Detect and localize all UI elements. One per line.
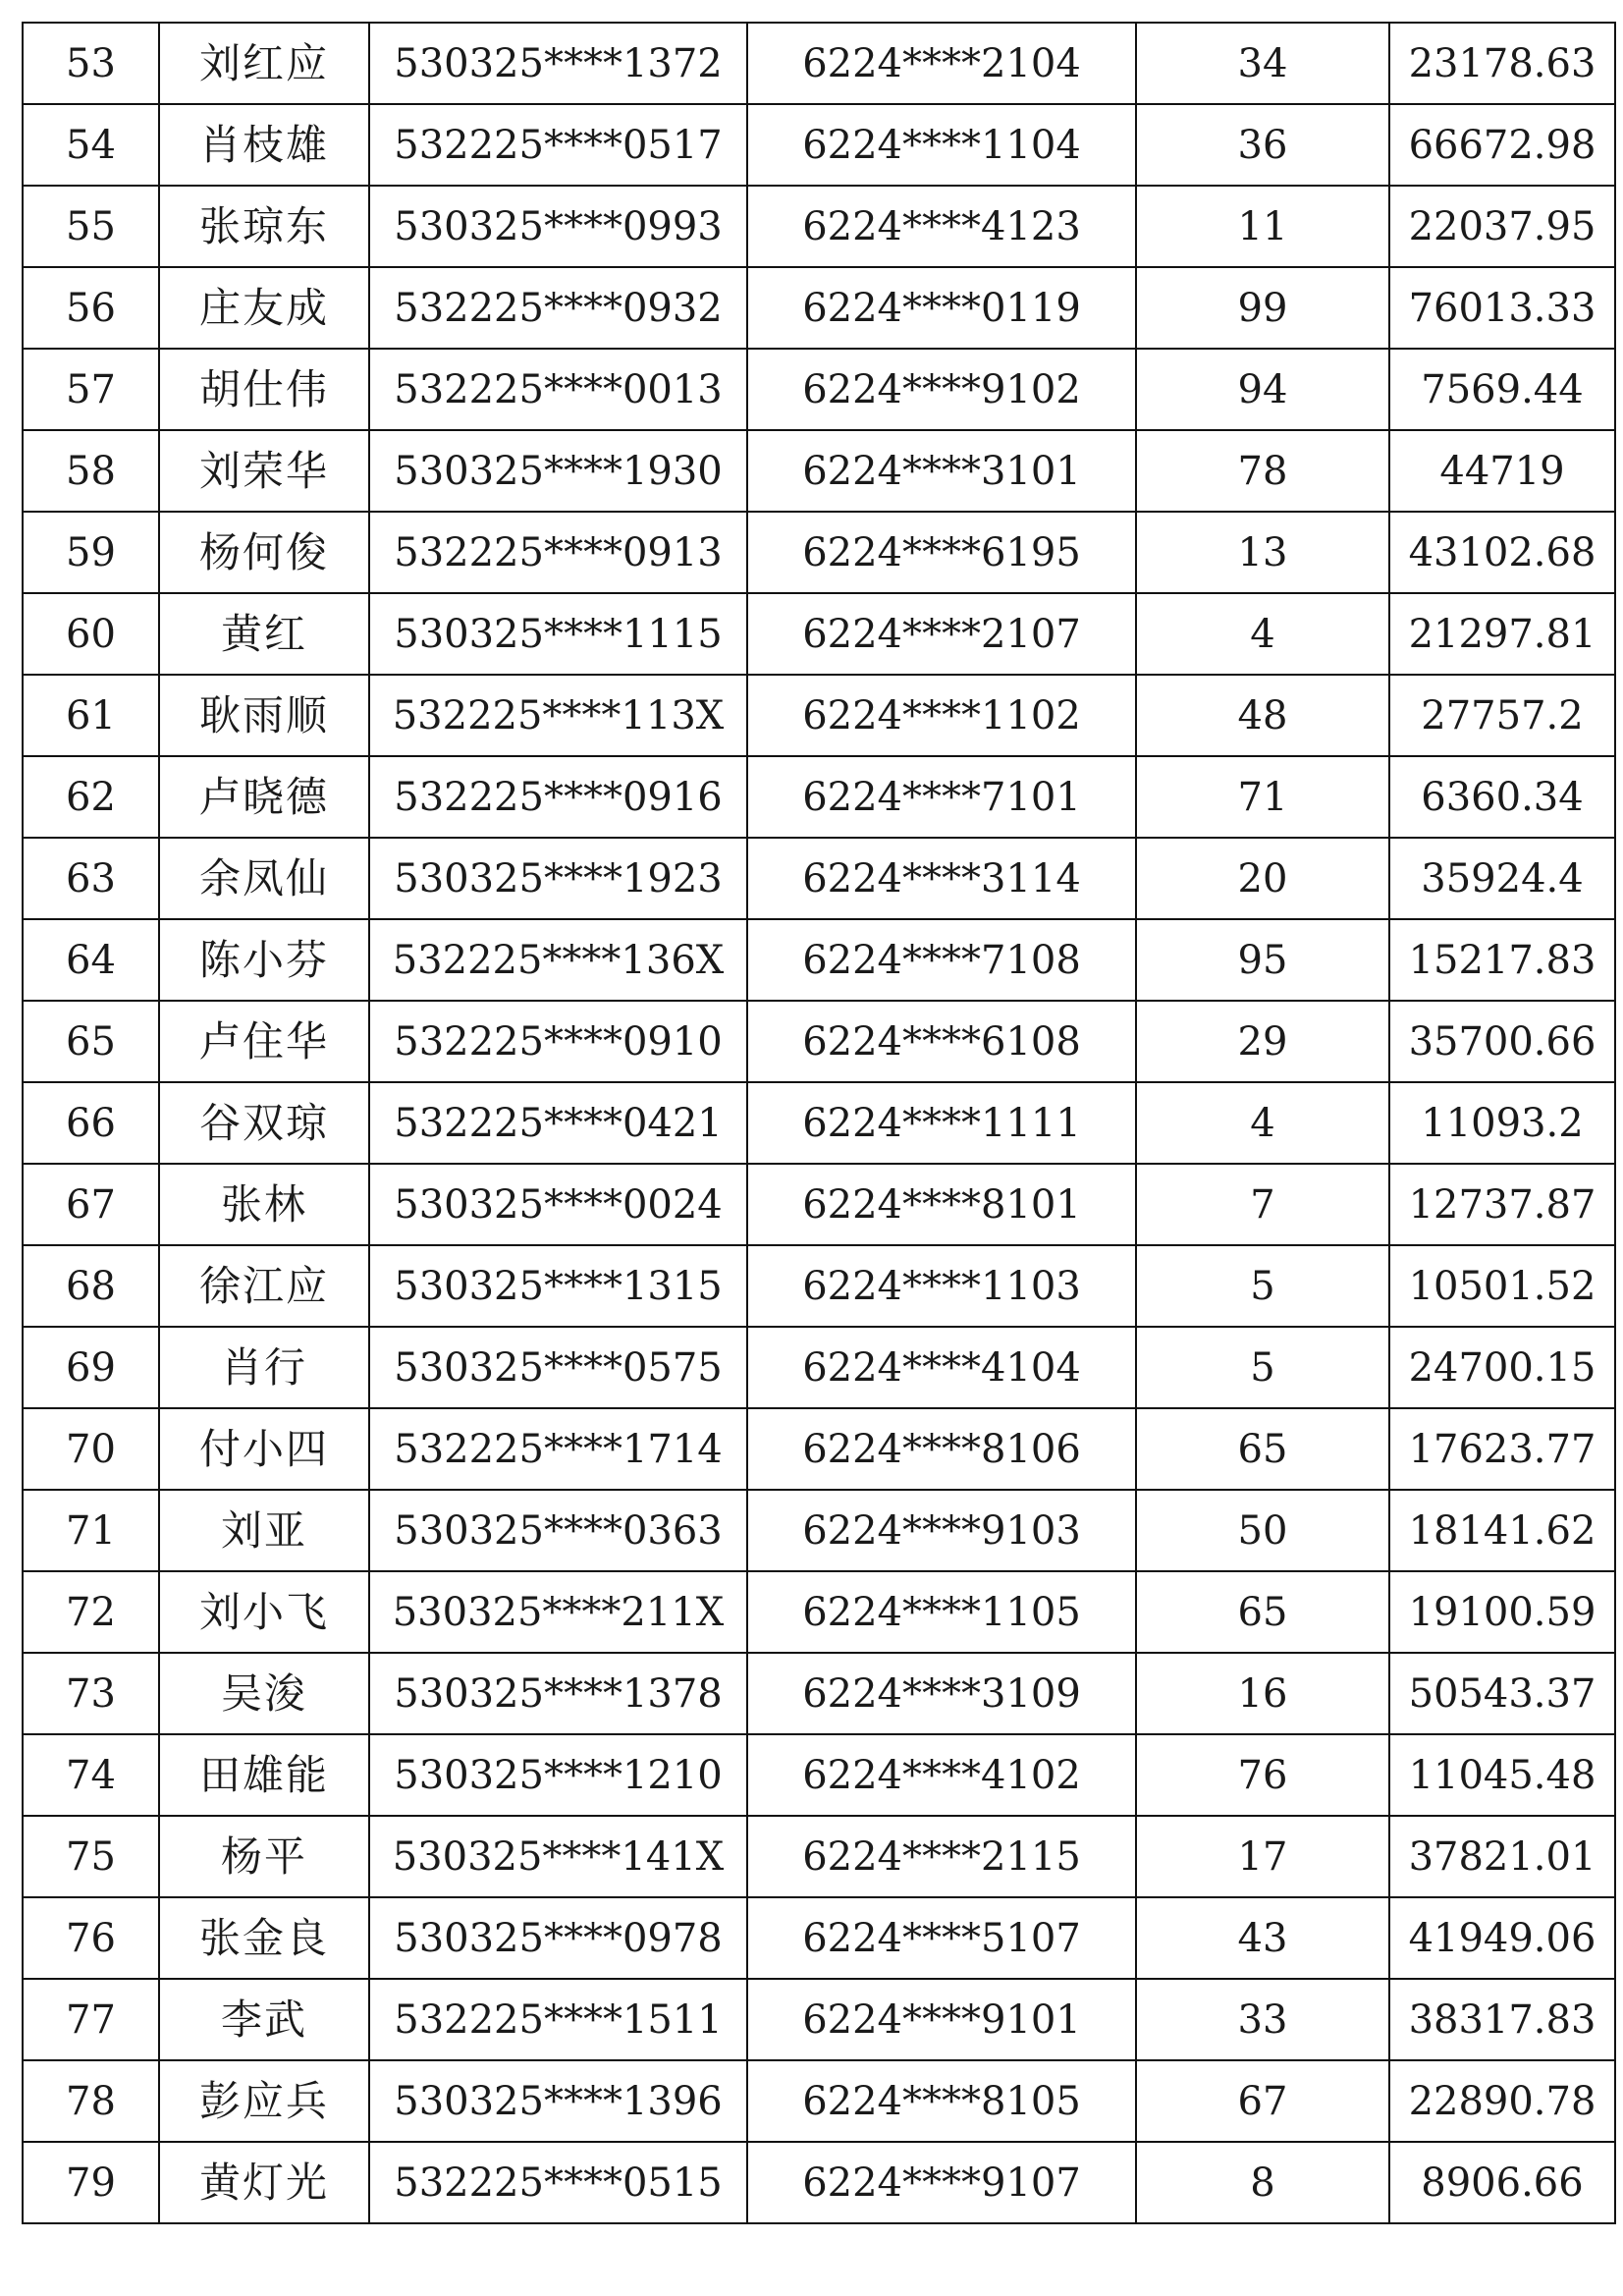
name-cell: 陈小芬: [159, 919, 369, 1001]
row-index-cell: 67: [23, 1164, 159, 1245]
name-cell: 卢住华: [159, 1001, 369, 1082]
count-cell: 16: [1136, 1653, 1389, 1734]
table-row: [23, 838, 1615, 919]
table-row: [23, 2142, 1615, 2223]
amount-cell: 44719: [1389, 430, 1615, 512]
amount-cell: 8906.66: [1389, 2142, 1615, 2223]
table-row: [23, 1816, 1615, 1897]
count-cell: 33: [1136, 1979, 1389, 2060]
row-index-cell: 71: [23, 1490, 159, 1571]
name-cell: 张林: [159, 1164, 369, 1245]
count-cell: 11: [1136, 186, 1389, 267]
amount-cell: 7569.44: [1389, 349, 1615, 430]
name-cell: 刘小飞: [159, 1571, 369, 1653]
amount-cell: 12737.87: [1389, 1164, 1615, 1245]
row-index-cell: 65: [23, 1001, 159, 1082]
amount-cell: 22037.95: [1389, 186, 1615, 267]
amount-cell: 37821.01: [1389, 1816, 1615, 1897]
table-row: [23, 349, 1615, 430]
count-cell: 4: [1136, 1082, 1389, 1164]
name-cell: 肖行: [159, 1327, 369, 1408]
table-row: [23, 919, 1615, 1001]
bank-account-cell: 6224****1111: [747, 1082, 1136, 1164]
count-cell: 50: [1136, 1490, 1389, 1571]
name-cell: 刘红应: [159, 23, 369, 104]
count-cell: 65: [1136, 1408, 1389, 1490]
row-index-cell: 68: [23, 1245, 159, 1327]
id-number-cell: 530325****0024: [369, 1164, 747, 1245]
bank-account-cell: 6224****3109: [747, 1653, 1136, 1734]
name-cell: 卢晓德: [159, 756, 369, 838]
table-row: [23, 675, 1615, 756]
amount-cell: 76013.33: [1389, 267, 1615, 349]
name-cell: 谷双琼: [159, 1082, 369, 1164]
count-cell: 4: [1136, 593, 1389, 675]
count-cell: 36: [1136, 104, 1389, 186]
row-index-cell: 61: [23, 675, 159, 756]
id-number-cell: 532225****1511: [369, 1979, 747, 2060]
name-cell: 张琼东: [159, 186, 369, 267]
bank-account-cell: 6224****8105: [747, 2060, 1136, 2142]
id-number-cell: 530325****1396: [369, 2060, 747, 2142]
id-number-cell: 530325****0978: [369, 1897, 747, 1979]
bank-account-cell: 6224****6195: [747, 512, 1136, 593]
count-cell: 29: [1136, 1001, 1389, 1082]
name-cell: 彭应兵: [159, 2060, 369, 2142]
name-cell: 刘荣华: [159, 430, 369, 512]
row-index-cell: 70: [23, 1408, 159, 1490]
id-number-cell: 530325****141X: [369, 1816, 747, 1897]
row-index-cell: 69: [23, 1327, 159, 1408]
row-index-cell: 60: [23, 593, 159, 675]
table-row: [23, 1653, 1615, 1734]
row-index-cell: 77: [23, 1979, 159, 2060]
table-row: [23, 1897, 1615, 1979]
name-cell: 徐江应: [159, 1245, 369, 1327]
table-row: [23, 1408, 1615, 1490]
bank-account-cell: 6224****1102: [747, 675, 1136, 756]
bank-account-cell: 6224****1104: [747, 104, 1136, 186]
roster-table-body: [23, 23, 1615, 2223]
table-row: [23, 267, 1615, 349]
table-row: [23, 1245, 1615, 1327]
amount-cell: 11093.2: [1389, 1082, 1615, 1164]
amount-cell: 41949.06: [1389, 1897, 1615, 1979]
id-number-cell: 532225****0916: [369, 756, 747, 838]
id-number-cell: 530325****1930: [369, 430, 747, 512]
amount-cell: 43102.68: [1389, 512, 1615, 593]
table-row: [23, 430, 1615, 512]
id-number-cell: 530325****1315: [369, 1245, 747, 1327]
amount-cell: 18141.62: [1389, 1490, 1615, 1571]
count-cell: 71: [1136, 756, 1389, 838]
name-cell: 杨何俊: [159, 512, 369, 593]
name-cell: 耿雨顺: [159, 675, 369, 756]
id-number-cell: 530325****211X: [369, 1571, 747, 1653]
amount-cell: 23178.63: [1389, 23, 1615, 104]
row-index-cell: 55: [23, 186, 159, 267]
id-number-cell: 532225****0421: [369, 1082, 747, 1164]
bank-account-cell: 6224****2104: [747, 23, 1136, 104]
table-row: [23, 1001, 1615, 1082]
table-row: [23, 1327, 1615, 1408]
name-cell: 庄友成: [159, 267, 369, 349]
id-number-cell: 532225****0910: [369, 1001, 747, 1082]
count-cell: 34: [1136, 23, 1389, 104]
amount-cell: 50543.37: [1389, 1653, 1615, 1734]
bank-account-cell: 6224****9103: [747, 1490, 1136, 1571]
amount-cell: 24700.15: [1389, 1327, 1615, 1408]
count-cell: 43: [1136, 1897, 1389, 1979]
bank-account-cell: 6224****9107: [747, 2142, 1136, 2223]
id-number-cell: 530325****1115: [369, 593, 747, 675]
bank-account-cell: 6224****9102: [747, 349, 1136, 430]
amount-cell: 11045.48: [1389, 1734, 1615, 1816]
row-index-cell: 72: [23, 1571, 159, 1653]
name-cell: 杨平: [159, 1816, 369, 1897]
count-cell: 8: [1136, 2142, 1389, 2223]
row-index-cell: 66: [23, 1082, 159, 1164]
bank-account-cell: 6224****8106: [747, 1408, 1136, 1490]
id-number-cell: 532225****0515: [369, 2142, 747, 2223]
row-index-cell: 54: [23, 104, 159, 186]
name-cell: 田雄能: [159, 1734, 369, 1816]
bank-account-cell: 6224****9101: [747, 1979, 1136, 2060]
table-row: [23, 756, 1615, 838]
table-row: [23, 2060, 1615, 2142]
row-index-cell: 75: [23, 1816, 159, 1897]
name-cell: 吴浚: [159, 1653, 369, 1734]
amount-cell: 6360.34: [1389, 756, 1615, 838]
row-index-cell: 56: [23, 267, 159, 349]
bank-account-cell: 6224****3101: [747, 430, 1136, 512]
roster-table: [22, 22, 1616, 2224]
count-cell: 17: [1136, 1816, 1389, 1897]
id-number-cell: 532225****0932: [369, 267, 747, 349]
name-cell: 刘亚: [159, 1490, 369, 1571]
id-number-cell: 530325****0363: [369, 1490, 747, 1571]
bank-account-cell: 6224****4123: [747, 186, 1136, 267]
bank-account-cell: 6224****2115: [747, 1816, 1136, 1897]
name-cell: 肖枝雄: [159, 104, 369, 186]
table-row: [23, 1082, 1615, 1164]
count-cell: 20: [1136, 838, 1389, 919]
id-number-cell: 532225****113X: [369, 675, 747, 756]
amount-cell: 15217.83: [1389, 919, 1615, 1001]
table-row: [23, 186, 1615, 267]
bank-account-cell: 6224****7101: [747, 756, 1136, 838]
id-number-cell: 532225****1714: [369, 1408, 747, 1490]
bank-account-cell: 6224****7108: [747, 919, 1136, 1001]
table-row: [23, 593, 1615, 675]
count-cell: 78: [1136, 430, 1389, 512]
row-index-cell: 78: [23, 2060, 159, 2142]
row-index-cell: 59: [23, 512, 159, 593]
row-index-cell: 64: [23, 919, 159, 1001]
bank-account-cell: 6224****5107: [747, 1897, 1136, 1979]
id-number-cell: 530325****0575: [369, 1327, 747, 1408]
amount-cell: 19100.59: [1389, 1571, 1615, 1653]
amount-cell: 35700.66: [1389, 1001, 1615, 1082]
row-index-cell: 74: [23, 1734, 159, 1816]
bank-account-cell: 6224****2107: [747, 593, 1136, 675]
count-cell: 67: [1136, 2060, 1389, 2142]
count-cell: 76: [1136, 1734, 1389, 1816]
bank-account-cell: 6224****1105: [747, 1571, 1136, 1653]
table-row: [23, 1164, 1615, 1245]
table-row: [23, 512, 1615, 593]
row-index-cell: 76: [23, 1897, 159, 1979]
row-index-cell: 63: [23, 838, 159, 919]
bank-account-cell: 6224****0119: [747, 267, 1136, 349]
amount-cell: 27757.2: [1389, 675, 1615, 756]
amount-cell: 38317.83: [1389, 1979, 1615, 2060]
count-cell: 65: [1136, 1571, 1389, 1653]
count-cell: 7: [1136, 1164, 1389, 1245]
id-number-cell: 530325****1378: [369, 1653, 747, 1734]
name-cell: 余凤仙: [159, 838, 369, 919]
amount-cell: 10501.52: [1389, 1245, 1615, 1327]
bank-account-cell: 6224****4102: [747, 1734, 1136, 1816]
name-cell: 胡仕伟: [159, 349, 369, 430]
amount-cell: 17623.77: [1389, 1408, 1615, 1490]
bank-account-cell: 6224****3114: [747, 838, 1136, 919]
bank-account-cell: 6224****8101: [747, 1164, 1136, 1245]
name-cell: 李武: [159, 1979, 369, 2060]
id-number-cell: 532225****136X: [369, 919, 747, 1001]
amount-cell: 66672.98: [1389, 104, 1615, 186]
name-cell: 黄灯光: [159, 2142, 369, 2223]
row-index-cell: 58: [23, 430, 159, 512]
bank-account-cell: 6224****4104: [747, 1327, 1136, 1408]
table-row: [23, 1734, 1615, 1816]
count-cell: 5: [1136, 1327, 1389, 1408]
name-cell: 张金良: [159, 1897, 369, 1979]
id-number-cell: 530325****1372: [369, 23, 747, 104]
id-number-cell: 532225****0517: [369, 104, 747, 186]
count-cell: 13: [1136, 512, 1389, 593]
row-index-cell: 73: [23, 1653, 159, 1734]
id-number-cell: 530325****1923: [369, 838, 747, 919]
id-number-cell: 532225****0913: [369, 512, 747, 593]
count-cell: 48: [1136, 675, 1389, 756]
row-index-cell: 57: [23, 349, 159, 430]
table-row: [23, 23, 1615, 104]
count-cell: 94: [1136, 349, 1389, 430]
count-cell: 5: [1136, 1245, 1389, 1327]
table-row: [23, 1571, 1615, 1653]
row-index-cell: 62: [23, 756, 159, 838]
amount-cell: 22890.78: [1389, 2060, 1615, 2142]
id-number-cell: 530325****1210: [369, 1734, 747, 1816]
bank-account-cell: 6224****1103: [747, 1245, 1136, 1327]
amount-cell: 35924.4: [1389, 838, 1615, 919]
bank-account-cell: 6224****6108: [747, 1001, 1136, 1082]
id-number-cell: 530325****0993: [369, 186, 747, 267]
row-index-cell: 79: [23, 2142, 159, 2223]
table-row: [23, 104, 1615, 186]
name-cell: 黄红: [159, 593, 369, 675]
amount-cell: 21297.81: [1389, 593, 1615, 675]
name-cell: 付小四: [159, 1408, 369, 1490]
table-row: [23, 1490, 1615, 1571]
row-index-cell: 53: [23, 23, 159, 104]
count-cell: 95: [1136, 919, 1389, 1001]
id-number-cell: 532225****0013: [369, 349, 747, 430]
count-cell: 99: [1136, 267, 1389, 349]
table-row: [23, 1979, 1615, 2060]
